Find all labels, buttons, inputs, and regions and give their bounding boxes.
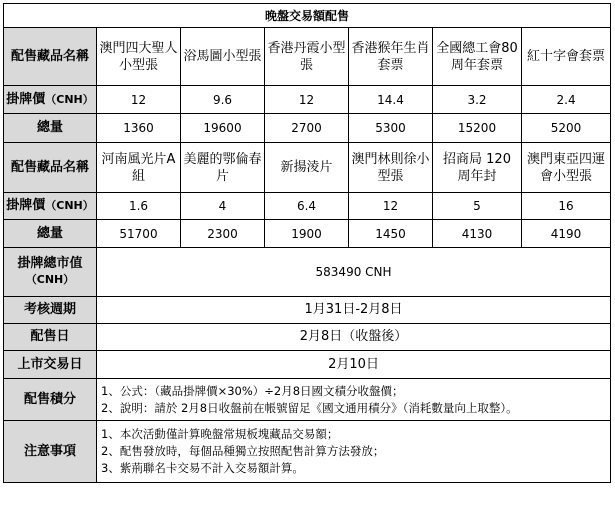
points-line: 2、說明：請於 2月8日收盤前在帳號留足《國文通用積分》（消耗數量向上取整）。	[101, 400, 518, 415]
price-value: 12	[265, 86, 349, 114]
price-value: 12	[97, 86, 181, 114]
item-name: 浴馬圖小型張	[181, 28, 265, 86]
total-value: 2700	[265, 114, 349, 143]
table-title: 晚盤交易額配售	[4, 4, 611, 28]
period-value: 1月31日-2月8日	[97, 297, 611, 324]
notes-content	[97, 421, 611, 483]
total-value: 4130	[433, 220, 522, 248]
price-value: 5	[433, 193, 522, 220]
price-unit: （CNH）	[45, 199, 94, 212]
item-name: 河南風光片A組	[97, 143, 181, 193]
notes-line: 1、本次活動僅計算晚盤常規板塊藏品交易額；	[101, 427, 339, 441]
notes-label: 注意事項	[4, 421, 97, 483]
points-label: 配售積分	[4, 379, 97, 421]
points-line: 1、公式：（藏品掛牌價×30%）÷2月8日國文積分收盤價；	[101, 383, 404, 398]
total-value: 5200	[522, 114, 611, 143]
market-value-label: 掛牌總市值	[17, 256, 83, 271]
item-name: 香港丹霞小型張	[265, 28, 349, 86]
price-value: 12	[349, 193, 433, 220]
points-content	[97, 379, 611, 421]
item-name: 招商局 120 周年封	[433, 143, 522, 193]
period-label: 考核週期	[4, 297, 97, 324]
market-value-label-cell	[4, 248, 97, 297]
price-unit: （CNH）	[45, 92, 94, 106]
total-value: 5300	[349, 114, 433, 143]
item-header-label: 配售藏品名稱	[4, 28, 97, 86]
notes-line: 2、配售發放時，每個品種獨立按照配售計算方法發放；	[101, 444, 385, 458]
item-name: 澳門四大聖人小型張	[97, 28, 181, 86]
price-value: 2.4	[522, 86, 611, 114]
item-name: 新揚淩片	[265, 143, 349, 193]
placement-table	[3, 3, 611, 483]
total-label: 總量	[4, 114, 97, 143]
item-name: 美麗的鄂倫春片	[181, 143, 265, 193]
total-value: 2300	[181, 220, 265, 248]
price-label: 掛牌價	[6, 198, 46, 213]
price-label-cell	[4, 193, 97, 220]
price-value: 14.4	[349, 86, 433, 114]
price-label: 掛牌價	[6, 91, 46, 107]
price-value: 1.6	[97, 193, 181, 220]
total-label: 總量	[4, 220, 97, 248]
market-value-unit: （CNH）	[25, 273, 75, 286]
item-name: 澳門林則徐小型張	[349, 143, 433, 193]
price-value: 6.4	[265, 193, 349, 220]
item-name: 紅十字會套票	[522, 28, 611, 86]
item-name: 香港猴年生肖套票	[349, 28, 433, 86]
item-name: 澳門東亞四運會小型張	[522, 143, 611, 193]
placement-date-label: 配售日	[4, 324, 97, 351]
placement-date-value: 2月8日（收盤後）	[97, 324, 611, 351]
item-name: 全國總工會80周年套票	[433, 28, 522, 86]
price-value: 3.2	[433, 86, 522, 114]
notes-line: 3、紫荊聯名卡交易不計入交易額計算。	[101, 461, 304, 475]
price-value: 9.6	[181, 86, 265, 114]
total-value: 51700	[97, 220, 181, 248]
market-value: 583490 CNH	[97, 248, 611, 297]
price-label-cell	[4, 86, 97, 114]
total-value: 1450	[349, 220, 433, 248]
price-value: 4	[181, 193, 265, 220]
total-value: 1360	[97, 114, 181, 143]
listing-date-value: 2月10日	[97, 351, 611, 379]
listing-date-label: 上市交易日	[4, 351, 97, 379]
price-value: 16	[522, 193, 611, 220]
total-value: 4190	[522, 220, 611, 248]
item-header-label: 配售藏品名稱	[4, 143, 97, 193]
total-value: 15200	[433, 114, 522, 143]
total-value: 1900	[265, 220, 349, 248]
total-value: 19600	[181, 114, 265, 143]
